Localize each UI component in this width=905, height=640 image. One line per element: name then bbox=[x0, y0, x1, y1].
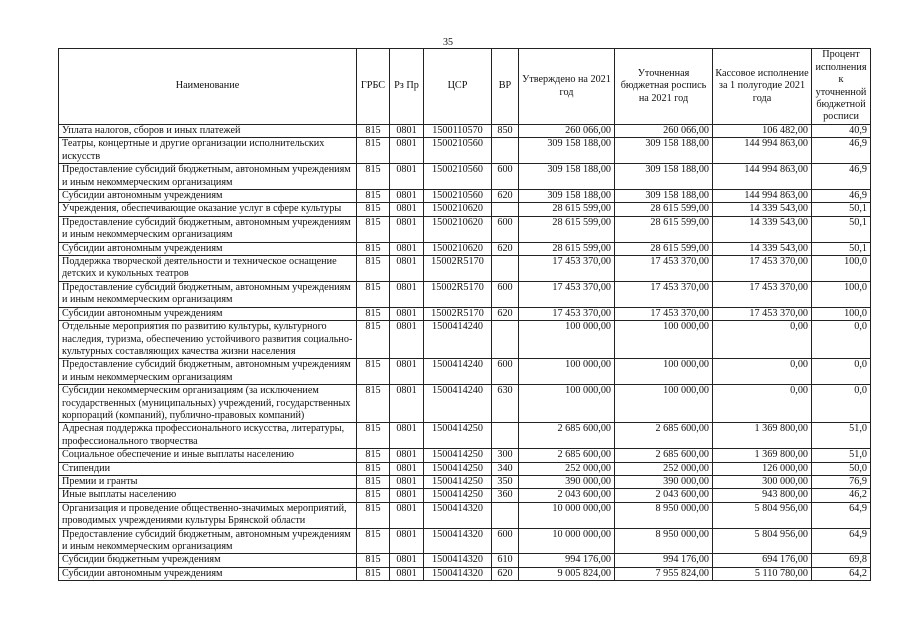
row-percent: 0,0 bbox=[812, 359, 871, 385]
row-csr: 15002R5170 bbox=[424, 307, 492, 320]
row-cash: 5 804 956,00 bbox=[713, 528, 812, 554]
row-cash: 1 369 800,00 bbox=[713, 423, 812, 449]
row-name: Премии и гранты bbox=[59, 475, 357, 488]
row-percent: 0,0 bbox=[812, 385, 871, 423]
header-vr: ВР bbox=[492, 49, 519, 125]
row-refined: 17 453 370,00 bbox=[615, 281, 713, 307]
row-vr: 600 bbox=[492, 216, 519, 242]
row-percent: 64,2 bbox=[812, 567, 871, 580]
row-refined: 2 685 600,00 bbox=[615, 423, 713, 449]
row-rzpr: 0801 bbox=[390, 489, 424, 502]
row-refined: 28 615 599,00 bbox=[615, 203, 713, 216]
row-vr: 630 bbox=[492, 385, 519, 423]
table-row bbox=[59, 281, 871, 307]
row-refined: 252 000,00 bbox=[615, 462, 713, 475]
row-approved: 17 453 370,00 bbox=[519, 281, 615, 307]
table-row bbox=[59, 125, 871, 138]
row-csr: 1500210560 bbox=[424, 190, 492, 203]
row-cash: 106 482,00 bbox=[713, 125, 812, 138]
row-rzpr: 0801 bbox=[390, 359, 424, 385]
row-rzpr: 0801 bbox=[390, 125, 424, 138]
row-refined: 2 043 600,00 bbox=[615, 489, 713, 502]
row-rzpr: 0801 bbox=[390, 203, 424, 216]
row-cash: 144 994 863,00 bbox=[713, 190, 812, 203]
row-vr bbox=[492, 138, 519, 164]
row-csr: 1500414250 bbox=[424, 449, 492, 462]
table-row bbox=[59, 256, 871, 282]
row-refined: 8 950 000,00 bbox=[615, 502, 713, 528]
row-percent: 40,9 bbox=[812, 125, 871, 138]
table-row bbox=[59, 307, 871, 320]
row-grbs: 815 bbox=[357, 281, 390, 307]
table-row bbox=[59, 554, 871, 567]
row-cash: 126 000,00 bbox=[713, 462, 812, 475]
row-grbs: 815 bbox=[357, 475, 390, 488]
table-body bbox=[59, 125, 871, 581]
row-csr: 1500210620 bbox=[424, 216, 492, 242]
row-cash: 5 110 780,00 bbox=[713, 567, 812, 580]
row-grbs: 815 bbox=[357, 462, 390, 475]
row-grbs: 815 bbox=[357, 489, 390, 502]
row-vr: 300 bbox=[492, 449, 519, 462]
row-name: Организация и проведение общественно-значимых мероприятий, проводимых учреждениями культуры Брянской области bbox=[59, 502, 357, 528]
row-name: Учреждения, обеспечивающие оказание услуг в сфере культуры bbox=[59, 203, 357, 216]
row-name: Иные выплаты населению bbox=[59, 489, 357, 502]
row-name: Поддержка творческой деятельности и техническое оснащение детских и кукольных театров bbox=[59, 256, 357, 282]
table-row bbox=[59, 489, 871, 502]
row-csr: 1500414240 bbox=[424, 359, 492, 385]
row-vr: 620 bbox=[492, 190, 519, 203]
row-vr: 600 bbox=[492, 528, 519, 554]
row-name: Субсидии автономным учреждениям bbox=[59, 190, 357, 203]
table-row bbox=[59, 423, 871, 449]
row-grbs: 815 bbox=[357, 567, 390, 580]
row-percent: 46,2 bbox=[812, 489, 871, 502]
row-vr: 600 bbox=[492, 359, 519, 385]
row-rzpr: 0801 bbox=[390, 256, 424, 282]
row-grbs: 815 bbox=[357, 164, 390, 190]
row-rzpr: 0801 bbox=[390, 164, 424, 190]
row-cash: 17 453 370,00 bbox=[713, 281, 812, 307]
row-name: Предоставление субсидий бюджетным, автономным учреждениям и иным некоммерческим организациям bbox=[59, 216, 357, 242]
row-refined: 28 615 599,00 bbox=[615, 216, 713, 242]
table-row bbox=[59, 528, 871, 554]
row-approved: 260 066,00 bbox=[519, 125, 615, 138]
table-row bbox=[59, 138, 871, 164]
row-percent: 100,0 bbox=[812, 256, 871, 282]
row-cash: 300 000,00 bbox=[713, 475, 812, 488]
row-csr: 1500210560 bbox=[424, 138, 492, 164]
row-grbs: 815 bbox=[357, 423, 390, 449]
row-cash: 5 804 956,00 bbox=[713, 502, 812, 528]
row-grbs: 815 bbox=[357, 307, 390, 320]
row-grbs: 815 bbox=[357, 138, 390, 164]
header-rzpr: Рз Пр bbox=[390, 49, 424, 125]
row-rzpr: 0801 bbox=[390, 462, 424, 475]
row-grbs: 815 bbox=[357, 190, 390, 203]
row-approved: 100 000,00 bbox=[519, 321, 615, 359]
table-row bbox=[59, 475, 871, 488]
row-vr: 360 bbox=[492, 489, 519, 502]
row-vr bbox=[492, 203, 519, 216]
row-rzpr: 0801 bbox=[390, 216, 424, 242]
row-refined: 309 158 188,00 bbox=[615, 190, 713, 203]
row-refined: 260 066,00 bbox=[615, 125, 713, 138]
row-csr: 1500414250 bbox=[424, 462, 492, 475]
row-vr: 600 bbox=[492, 281, 519, 307]
row-percent: 51,0 bbox=[812, 449, 871, 462]
row-vr: 350 bbox=[492, 475, 519, 488]
row-grbs: 815 bbox=[357, 125, 390, 138]
row-approved: 309 158 188,00 bbox=[519, 164, 615, 190]
row-name: Предоставление субсидий бюджетным, автономным учреждениям и иным некоммерческим организациям bbox=[59, 281, 357, 307]
row-rzpr: 0801 bbox=[390, 449, 424, 462]
row-cash: 17 453 370,00 bbox=[713, 256, 812, 282]
row-csr: 1500414240 bbox=[424, 321, 492, 359]
row-refined: 100 000,00 bbox=[615, 321, 713, 359]
row-vr: 610 bbox=[492, 554, 519, 567]
row-csr: 1500210620 bbox=[424, 242, 492, 255]
row-refined: 994 176,00 bbox=[615, 554, 713, 567]
row-vr bbox=[492, 502, 519, 528]
row-refined: 17 453 370,00 bbox=[615, 256, 713, 282]
row-cash: 0,00 bbox=[713, 385, 812, 423]
table-row bbox=[59, 449, 871, 462]
table-row bbox=[59, 462, 871, 475]
row-rzpr: 0801 bbox=[390, 475, 424, 488]
row-rzpr: 0801 bbox=[390, 554, 424, 567]
row-refined: 2 685 600,00 bbox=[615, 449, 713, 462]
table-row bbox=[59, 216, 871, 242]
row-csr: 1500110570 bbox=[424, 125, 492, 138]
row-cash: 943 800,00 bbox=[713, 489, 812, 502]
row-approved: 2 685 600,00 bbox=[519, 423, 615, 449]
row-name: Стипендии bbox=[59, 462, 357, 475]
row-approved: 100 000,00 bbox=[519, 385, 615, 423]
header-csr: ЦСР bbox=[424, 49, 492, 125]
row-approved: 28 615 599,00 bbox=[519, 203, 615, 216]
row-csr: 1500414320 bbox=[424, 502, 492, 528]
row-rzpr: 0801 bbox=[390, 190, 424, 203]
row-name: Предоставление субсидий бюджетным, автономным учреждениям и иным некоммерческим организациям bbox=[59, 359, 357, 385]
page-number: 35 bbox=[443, 37, 453, 48]
row-vr: 620 bbox=[492, 567, 519, 580]
row-percent: 50,1 bbox=[812, 242, 871, 255]
row-csr: 1500414250 bbox=[424, 423, 492, 449]
row-grbs: 815 bbox=[357, 216, 390, 242]
table-row bbox=[59, 203, 871, 216]
table-row bbox=[59, 321, 871, 359]
row-approved: 10 000 000,00 bbox=[519, 528, 615, 554]
header-grbs: ГРБС bbox=[357, 49, 390, 125]
row-name: Субсидии некоммерческим организациям (за исключением государственных (муниципальных) учреждений, государственных корпораций (компаний), публично-правовых компаний) bbox=[59, 385, 357, 423]
row-vr: 620 bbox=[492, 242, 519, 255]
row-cash: 14 339 543,00 bbox=[713, 203, 812, 216]
header-name: Наименование bbox=[59, 49, 357, 125]
row-grbs: 815 bbox=[357, 385, 390, 423]
row-refined: 17 453 370,00 bbox=[615, 307, 713, 320]
row-name: Предоставление субсидий бюджетным, автономным учреждениям и иным некоммерческим организациям bbox=[59, 528, 357, 554]
row-percent: 64,9 bbox=[812, 502, 871, 528]
row-cash: 17 453 370,00 bbox=[713, 307, 812, 320]
row-percent: 46,9 bbox=[812, 164, 871, 190]
header-percent: Процент исполнения к уточненной бюджетной росписи bbox=[812, 49, 871, 125]
row-cash: 0,00 bbox=[713, 359, 812, 385]
row-cash: 144 994 863,00 bbox=[713, 138, 812, 164]
row-vr: 620 bbox=[492, 307, 519, 320]
row-name: Субсидии автономным учреждениям bbox=[59, 567, 357, 580]
row-name: Предоставление субсидий бюджетным, автономным учреждениям и иным некоммерческим организациям bbox=[59, 164, 357, 190]
row-cash: 144 994 863,00 bbox=[713, 164, 812, 190]
row-rzpr: 0801 bbox=[390, 502, 424, 528]
row-refined: 8 950 000,00 bbox=[615, 528, 713, 554]
table-row bbox=[59, 502, 871, 528]
row-percent: 0,0 bbox=[812, 321, 871, 359]
row-approved: 2 685 600,00 bbox=[519, 449, 615, 462]
row-rzpr: 0801 bbox=[390, 385, 424, 423]
header-cash: Кассовое исполнение за 1 полугодие 2021 года bbox=[713, 49, 812, 125]
row-name: Субсидии автономным учреждениям bbox=[59, 307, 357, 320]
row-vr: 340 bbox=[492, 462, 519, 475]
row-approved: 252 000,00 bbox=[519, 462, 615, 475]
row-rzpr: 0801 bbox=[390, 138, 424, 164]
row-approved: 10 000 000,00 bbox=[519, 502, 615, 528]
row-rzpr: 0801 bbox=[390, 528, 424, 554]
row-percent: 100,0 bbox=[812, 281, 871, 307]
row-approved: 100 000,00 bbox=[519, 359, 615, 385]
table-row bbox=[59, 242, 871, 255]
row-grbs: 815 bbox=[357, 554, 390, 567]
row-approved: 9 005 824,00 bbox=[519, 567, 615, 580]
row-percent: 69,8 bbox=[812, 554, 871, 567]
row-refined: 100 000,00 bbox=[615, 385, 713, 423]
row-grbs: 815 bbox=[357, 256, 390, 282]
row-name: Театры, концертные и другие организации исполнительских искусств bbox=[59, 138, 357, 164]
header-approved: Утверждено на 2021 год bbox=[519, 49, 615, 125]
row-grbs: 815 bbox=[357, 321, 390, 359]
row-percent: 76,9 bbox=[812, 475, 871, 488]
row-refined: 309 158 188,00 bbox=[615, 164, 713, 190]
row-csr: 1500414320 bbox=[424, 554, 492, 567]
row-csr: 1500414320 bbox=[424, 567, 492, 580]
header-refined: Уточненная бюджетная роспись на 2021 год bbox=[615, 49, 713, 125]
row-csr: 1500414250 bbox=[424, 475, 492, 488]
row-refined: 390 000,00 bbox=[615, 475, 713, 488]
row-vr: 850 bbox=[492, 125, 519, 138]
row-percent: 50,1 bbox=[812, 216, 871, 242]
row-csr: 1500414240 bbox=[424, 385, 492, 423]
row-rzpr: 0801 bbox=[390, 307, 424, 320]
row-name: Социальное обеспечение и иные выплаты населению bbox=[59, 449, 357, 462]
row-cash: 14 339 543,00 bbox=[713, 216, 812, 242]
row-approved: 994 176,00 bbox=[519, 554, 615, 567]
row-cash: 0,00 bbox=[713, 321, 812, 359]
row-cash: 694 176,00 bbox=[713, 554, 812, 567]
row-name: Субсидии автономным учреждениям bbox=[59, 242, 357, 255]
row-rzpr: 0801 bbox=[390, 423, 424, 449]
row-grbs: 815 bbox=[357, 359, 390, 385]
row-percent: 51,0 bbox=[812, 423, 871, 449]
row-grbs: 815 bbox=[357, 242, 390, 255]
row-csr: 1500414320 bbox=[424, 528, 492, 554]
row-approved: 28 615 599,00 bbox=[519, 242, 615, 255]
row-csr: 15002R5170 bbox=[424, 256, 492, 282]
row-cash: 14 339 543,00 bbox=[713, 242, 812, 255]
header-row bbox=[59, 49, 871, 125]
row-percent: 46,9 bbox=[812, 138, 871, 164]
budget-execution-table bbox=[58, 48, 871, 581]
row-refined: 100 000,00 bbox=[615, 359, 713, 385]
table-row bbox=[59, 190, 871, 203]
row-rzpr: 0801 bbox=[390, 567, 424, 580]
row-grbs: 815 bbox=[357, 449, 390, 462]
row-approved: 309 158 188,00 bbox=[519, 190, 615, 203]
row-approved: 28 615 599,00 bbox=[519, 216, 615, 242]
row-vr bbox=[492, 321, 519, 359]
row-name: Субсидии бюджетным учреждениям bbox=[59, 554, 357, 567]
table-row bbox=[59, 385, 871, 423]
table-row bbox=[59, 359, 871, 385]
row-percent: 50,0 bbox=[812, 462, 871, 475]
row-vr bbox=[492, 423, 519, 449]
row-approved: 17 453 370,00 bbox=[519, 256, 615, 282]
row-percent: 50,1 bbox=[812, 203, 871, 216]
row-rzpr: 0801 bbox=[390, 321, 424, 359]
row-csr: 1500210560 bbox=[424, 164, 492, 190]
row-rzpr: 0801 bbox=[390, 281, 424, 307]
row-grbs: 815 bbox=[357, 502, 390, 528]
row-approved: 2 043 600,00 bbox=[519, 489, 615, 502]
row-approved: 17 453 370,00 bbox=[519, 307, 615, 320]
table-row bbox=[59, 164, 871, 190]
row-approved: 390 000,00 bbox=[519, 475, 615, 488]
row-refined: 309 158 188,00 bbox=[615, 138, 713, 164]
row-csr: 1500210620 bbox=[424, 203, 492, 216]
row-csr: 15002R5170 bbox=[424, 281, 492, 307]
row-percent: 64,9 bbox=[812, 528, 871, 554]
row-vr: 600 bbox=[492, 164, 519, 190]
row-refined: 7 955 824,00 bbox=[615, 567, 713, 580]
row-grbs: 815 bbox=[357, 528, 390, 554]
row-percent: 46,9 bbox=[812, 190, 871, 203]
row-csr: 1500414250 bbox=[424, 489, 492, 502]
row-cash: 1 369 800,00 bbox=[713, 449, 812, 462]
row-name: Адресная поддержка профессионального искусства, литературы, профессионального творчества bbox=[59, 423, 357, 449]
row-percent: 100,0 bbox=[812, 307, 871, 320]
row-grbs: 815 bbox=[357, 203, 390, 216]
table-row bbox=[59, 567, 871, 580]
row-vr bbox=[492, 256, 519, 282]
row-name: Отдельные мероприятия по развитию культуры, культурного наследия, туризма, обеспечению устойчивого развития социально-культурных составляющих качества жизни населения bbox=[59, 321, 357, 359]
row-approved: 309 158 188,00 bbox=[519, 138, 615, 164]
row-refined: 28 615 599,00 bbox=[615, 242, 713, 255]
row-rzpr: 0801 bbox=[390, 242, 424, 255]
row-name: Уплата налогов, сборов и иных платежей bbox=[59, 125, 357, 138]
